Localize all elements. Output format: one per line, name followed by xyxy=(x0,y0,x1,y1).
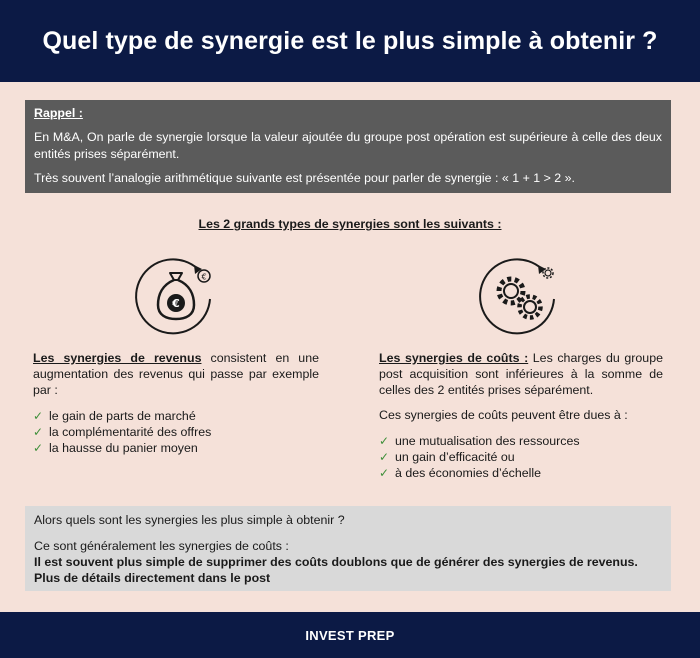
check-icon: ✓ xyxy=(33,425,44,439)
couts-lead: Les synergies de coûts : xyxy=(379,351,529,365)
revenus-description xyxy=(33,350,319,398)
couts-list xyxy=(379,433,663,481)
revenus-column xyxy=(33,350,319,456)
revenus-list xyxy=(33,408,319,456)
svg-text:€: € xyxy=(172,297,180,310)
check-icon: ✓ xyxy=(379,466,390,480)
list-item: ✓ le gain de parts de marché xyxy=(33,409,196,423)
revenus-lead: Les synergies de revenus xyxy=(33,351,202,365)
check-icon: ✓ xyxy=(33,441,44,455)
money-bag-euro-icon xyxy=(134,253,218,342)
list-item: ✓ la hausse du panier moyen xyxy=(33,441,198,455)
couts-description xyxy=(379,350,663,398)
gears-icon xyxy=(478,253,562,342)
conclusion-answer: Ce sont généralement les synergies de coûts : xyxy=(34,539,289,553)
list-item: ✓ un gain d’efficacité ou xyxy=(379,450,515,464)
couts-text-2: Ces synergies de coûts peuvent être dues à : xyxy=(379,408,628,422)
rappel-paragraph-2: Très souvent l’analogie arithmétique suivante est présentée pour parler de synergie : « 1 + 1 > 2 ». xyxy=(34,171,575,185)
page-title: Quel type de synergie est le plus simple à obtenir ? xyxy=(42,26,658,55)
couts-text: Les charges du groupe post acquisition sont inférieures à la somme de celles des 2 entités prises séparément. xyxy=(379,351,663,397)
check-icon: ✓ xyxy=(33,409,44,423)
section-title: Les 2 grands types de synergies sont les suivants : xyxy=(198,217,502,231)
svg-text:€: € xyxy=(201,272,207,282)
conclusion-detail: Il est souvent plus simple de supprimer des coûts doublons que de générer des synergies de revenus. xyxy=(34,555,638,569)
conclusion-question: Alors quels sont les synergies les plus simple à obtenir ? xyxy=(34,513,345,527)
footer-brand: INVEST PREP xyxy=(0,612,700,658)
revenus-text: consistent en une augmentation des revenus qui passe par exemple par : xyxy=(33,351,319,397)
check-icon: ✓ xyxy=(379,450,390,464)
rappel-box xyxy=(25,100,671,193)
conclusion-box xyxy=(25,506,671,591)
list-item: ✓ la complémentarité des offres xyxy=(33,425,212,439)
conclusion-link-text: Plus de détails directement dans le post xyxy=(34,571,271,585)
check-icon: ✓ xyxy=(379,434,390,448)
rappel-title: Rappel : xyxy=(34,106,83,120)
rappel-paragraph-1: En M&A, On parle de synergie lorsque la valeur ajoutée du groupe post opération est supérieure à celle des deux entités prises séparément. xyxy=(34,130,662,161)
header-banner xyxy=(0,0,700,82)
list-item: ✓ une mutualisation des ressources xyxy=(379,434,580,448)
list-item: ✓ à des économies d’échelle xyxy=(379,466,542,480)
couts-column xyxy=(379,350,663,481)
